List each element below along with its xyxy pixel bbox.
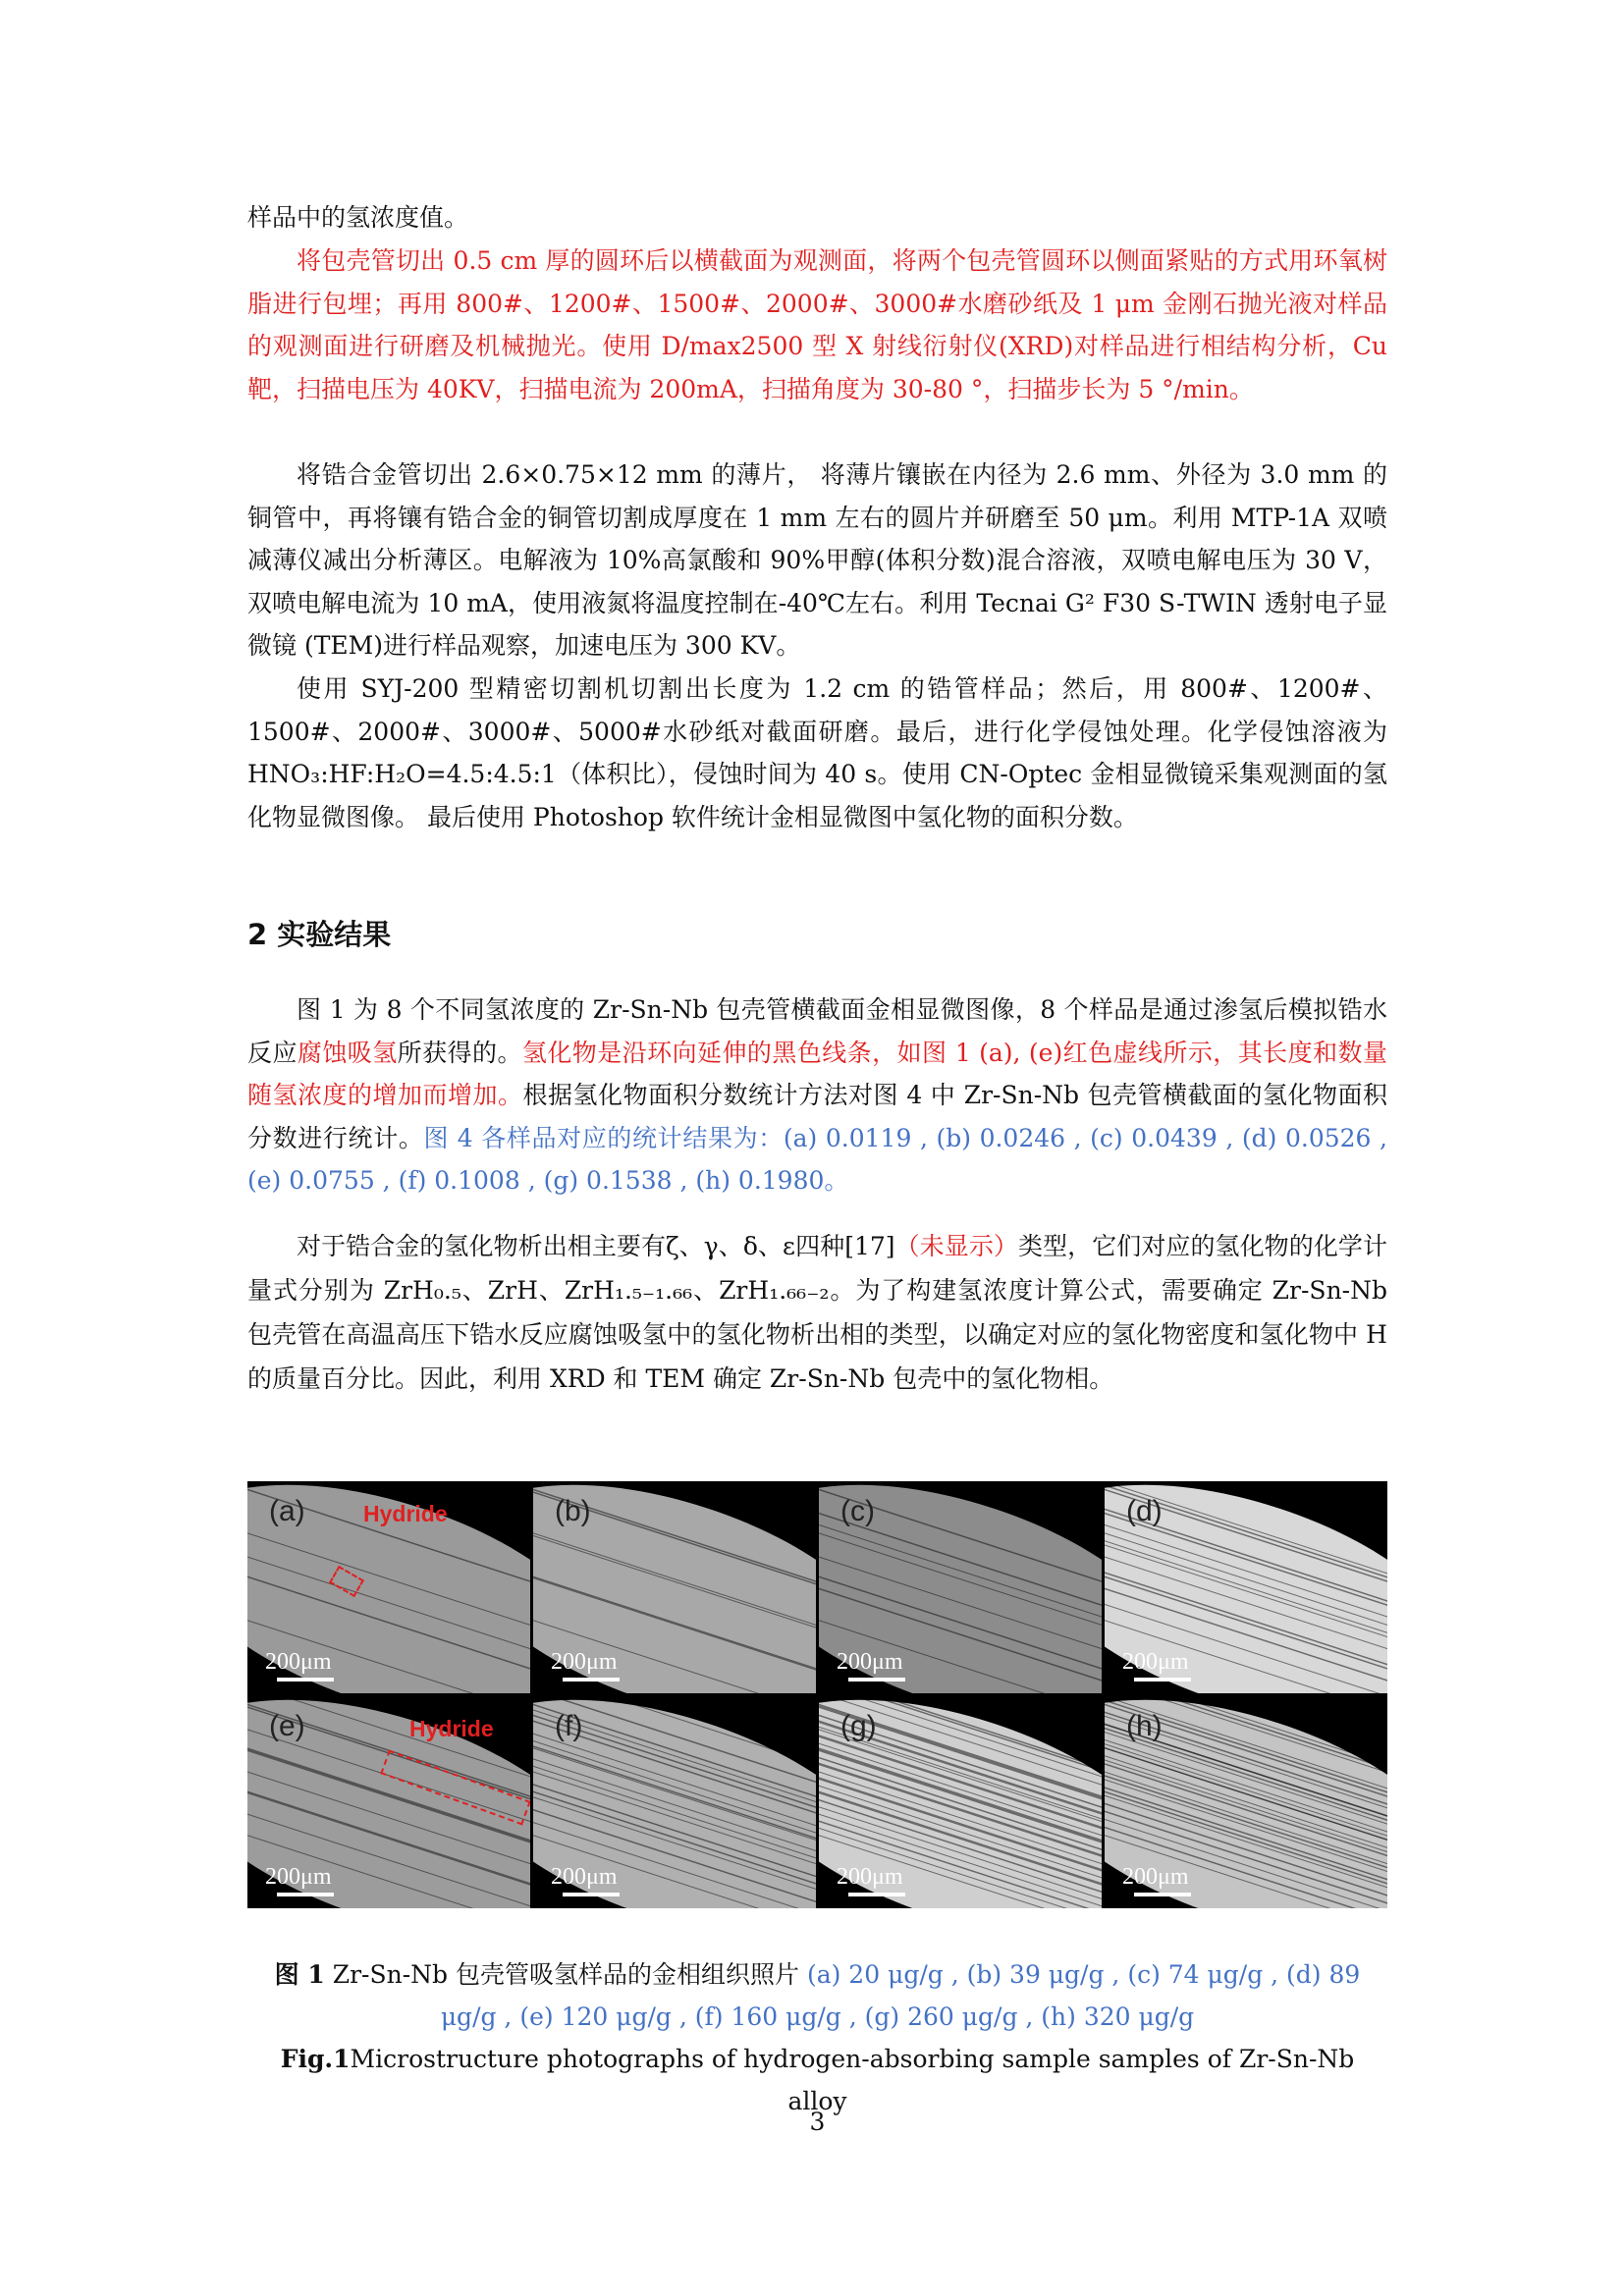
micrograph-figure [247, 1481, 1387, 1908]
text-highlight: （未显示） [894, 1232, 1018, 1260]
micrograph-panel [819, 1481, 1102, 1693]
hydride-annotation: Hydride [409, 1716, 494, 1741]
panel-label: (f) [555, 1710, 583, 1742]
section-heading: 2 实验结果 [247, 918, 392, 951]
scale-bar: 200μm [265, 1864, 334, 1896]
panel-label: (e) [269, 1710, 305, 1742]
scale-bar: 200μm [837, 1864, 905, 1896]
text-highlight: 腐蚀吸氢 [297, 1038, 398, 1067]
panel-label: (d) [1126, 1495, 1163, 1527]
paragraph-0: 样品中的氢浓度值。 [247, 203, 469, 232]
micrograph-panel [533, 1481, 816, 1693]
scale-bar: 200μm [837, 1649, 905, 1682]
caption-label-en: Fig.1 [280, 2045, 351, 2073]
micrograph-panel [247, 1696, 530, 1908]
caption-label: 图 1 [274, 1960, 325, 1989]
text: 根据氢化物面积分数统计方法对图 4 中 Zr-Sn-Nb 包壳管横截面的氢化物面积分数进行统计。 [247, 1081, 1387, 1152]
scale-bar: 200μm [551, 1649, 620, 1682]
hydride-annotation: Hydride [363, 1501, 448, 1526]
scale-bar: 200μm [551, 1864, 620, 1896]
panel-label: (h) [1126, 1710, 1163, 1742]
text: 图 1 为 8 个不同氢浓度的 Zr-Sn-Nb 包壳管横截面金相显微图像，8 个样品是通过渗氢后模拟锆水反应 [247, 995, 1387, 1067]
figure-caption-cn [247, 1953, 1387, 2038]
panel-label: (b) [555, 1495, 591, 1527]
page-number: 3 [809, 2108, 826, 2136]
micrograph-panel [1105, 1481, 1387, 1693]
paragraph-metallography: 使用 SYJ-200 型精密切割机切割出长度为 1.2 cm 的锆管样品；然后，用 800#、1200#、1500#、2000#、3000#、5000#水砂纸对截面研磨。最后，进行化学侵蚀处理。化学侵蚀溶液为 HNO₃:HF:H₂O=4.5:4.5:1（体积比），侵蚀时间为 40 s。使用 CN-Optec 金相显微镜采集观测面的氢化物显微图像。 最后使用 Photoshop 软件统计金相显微图中氢化物的面积分数。 [247, 674, 1387, 831]
caption-text-en: Microstructure photographs of hydrogen-absorbing sample samples of Zr-Sn-Nb alloy [350, 2045, 1355, 2115]
panel-label: (c) [840, 1495, 875, 1527]
caption-values: (a) 20 μg/g , (b) 39 μg/g , (c) 74 μg/g , (d) 89 μg/g , (e) 120 μg/g , (f) 160 μg/g , (g) 260 μg/g , (h) 320 μg/g [440, 1960, 1361, 2031]
panel-label: (a) [269, 1495, 305, 1527]
text: 所获得的。 [397, 1038, 522, 1067]
scale-bar: 200μm [265, 1649, 334, 1682]
micrograph-panel [1105, 1696, 1387, 1908]
text: 类型，它们对应的氢化物的化学计量式分别为 ZrH₀.₅、ZrH、ZrH₁.₅₋₁.₆₆、ZrH₁.₆₆₋₂。为了构建氢浓度计算公式，需要确定 Zr-Sn-Nb 包壳管在高温高压下锆水反应腐蚀吸氢中的氢化物析出相的类型，以确定对应的氢化物密度和氢化物中 H 的质量百分比。因此，利用 XRD 和 TEM 确定 Zr-Sn-Nb 包壳中的氢化物相。 [247, 1232, 1387, 1393]
micrograph-panel [819, 1696, 1102, 1908]
micrograph-panel [247, 1481, 530, 1693]
text-highlight: 氢化物是沿环向延伸的黑色线条，如图 1 (a), (e)红色虚线所示，其长度和数量随氢浓度的增加而增加。 [247, 1038, 1387, 1109]
paragraph-sample-prep: 将包壳管切出 0.5 cm 厚的圆环后以横截面为观测面，将两个包壳管圆环以侧面紧贴的方式用环氧树脂进行包埋；再用 800#、1200#、1500#、2000#、3000#水磨砂纸及 1 μm 金刚石抛光液对样品的观测面进行研磨及机械抛光。使用 D/max2500 型 X 射线衍射仪(XRD)对样品进行相结构分析，Cu 靶，扫描电压为 40KV，扫描电流为 200mA，扫描角度为 30-80 °，扫描步长为 5 °/min。 [247, 246, 1387, 403]
paragraph-hydride-phases [247, 1224, 1387, 1401]
scale-bar: 200μm [1122, 1649, 1191, 1682]
caption-text: Zr-Sn-Nb 包壳管吸氢样品的金相组织照片 [324, 1960, 807, 1989]
paragraph-tem: 将锆合金管切出 2.6×0.75×12 mm 的薄片， 将薄片镶嵌在内径为 2.6 mm、外径为 3.0 mm 的铜管中，再将镶有锆合金的铜管切割成厚度在 1 mm 左右的圆片并研磨至 50 μm。利用 MTP-1A 双喷减薄仪减出分析薄区。电解液为 10%高氯酸和 90%甲醇(体积分数)混合溶液，双喷电解电压为 30 V，双喷电解电流为 10 mA，使用液氮将温度控制在-40℃左右。利用 Tecnai G² F30 S-TWIN 透射电子显微镜 (TEM)进行样品观察，加速电压为 300 KV。 [247, 460, 1387, 660]
text-stats: 图 4 各样品对应的统计结果为：(a) 0.0119 , (b) 0.0246 , (c) 0.0439 , (d) 0.0526 , (e) 0.0755 , (f) 0.1008 , (g) 0.1538 , (h) 0.1980。 [247, 1123, 1387, 1195]
paragraph-results [247, 988, 1387, 1202]
panel-label: (g) [840, 1710, 877, 1742]
micrograph-panel [533, 1696, 816, 1908]
scale-bar: 200μm [1122, 1864, 1191, 1896]
text: 对于锆合金的氢化物析出相主要有ζ、γ、δ、ε四种[17] [297, 1232, 895, 1260]
